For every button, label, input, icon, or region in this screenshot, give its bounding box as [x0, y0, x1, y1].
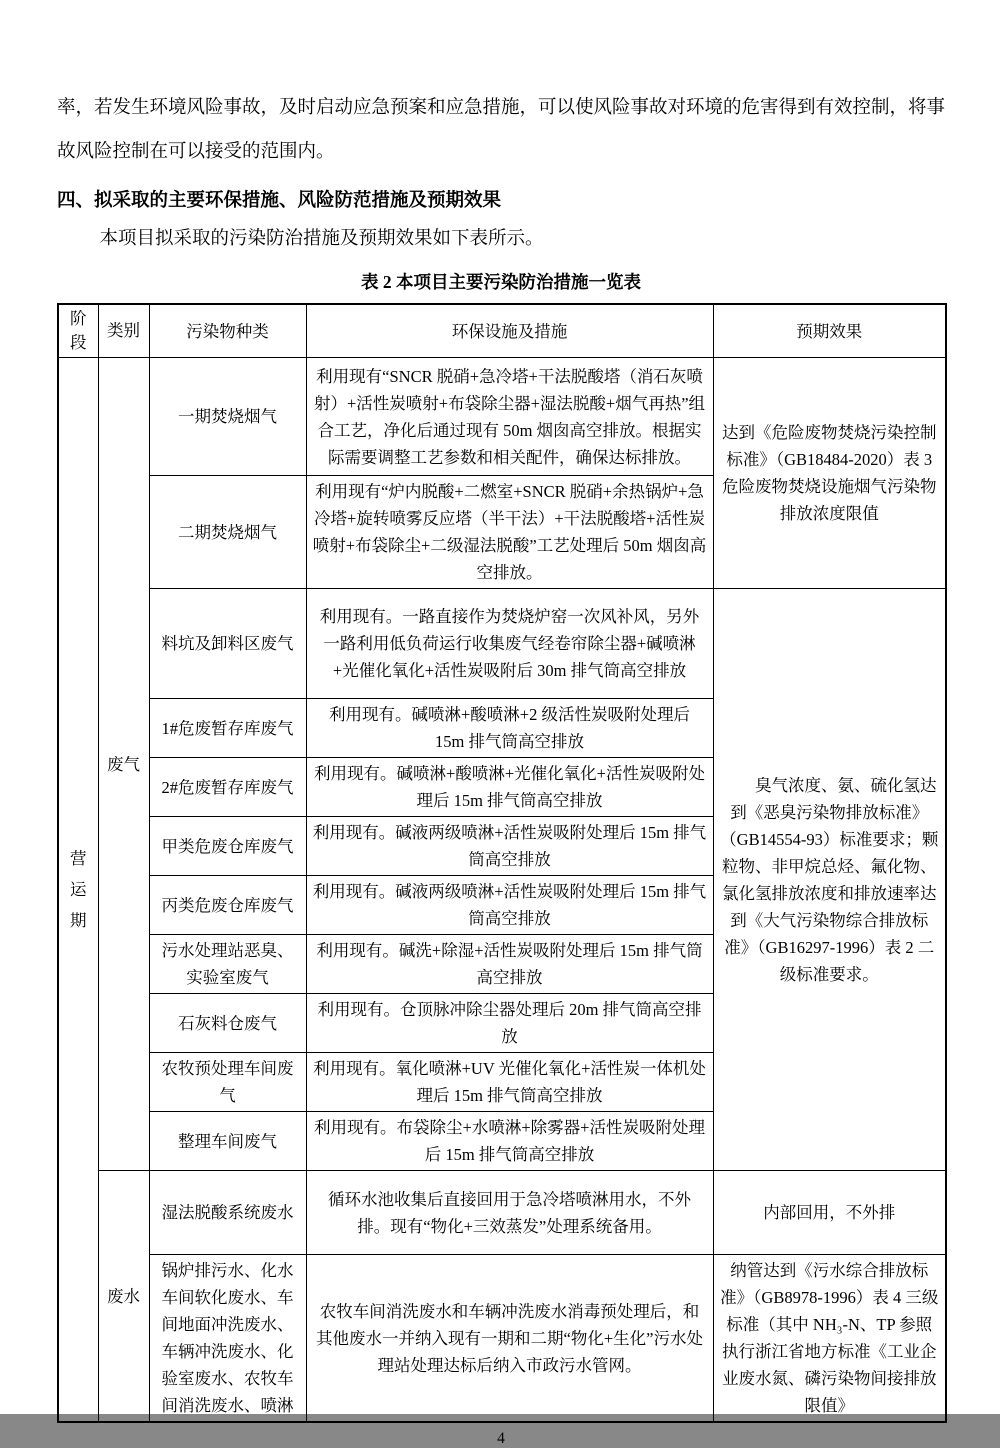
effect-odor-cell: 臭气浓度、氨、硫化氢达到《恶臭污染物排放标准》（GB14554-93）标准要求；颗粒物、非甲烷总烃、氟化物、氯化氢排放浓度和排放速率达到《大气污染物综合排放标准》（GB16297-1996）表 2 二级标准要求。	[713, 589, 946, 1171]
table-row	[58, 1255, 946, 1423]
header-effect: 预期效果	[713, 304, 946, 358]
lead-paragraph: 本项目拟采取的污染防治措施及预期效果如下表所示。	[99, 229, 544, 249]
header-stage: 阶段	[58, 304, 98, 358]
pollutant-cell: 石灰料仓废气	[149, 994, 306, 1053]
measure-cell: 利用现有。碱液两级喷淋+活性炭吸附处理后 15m 排气筒高空排放	[306, 876, 713, 935]
pollutant-cell: 二期焚烧烟气	[149, 476, 306, 589]
measure-cell: 利用现有。碱液两级喷淋+活性炭吸附处理后 15m 排气筒高空排放	[306, 817, 713, 876]
table-row	[58, 589, 946, 699]
page-number: 4	[497, 1430, 505, 1447]
measure-cell: 利用现有。一路直接作为焚烧炉窑一次风补风，另外一路利用低负荷运行收集废气经卷帘除尘器+碱喷淋+光催化氧化+活性炭吸附后 30m 排气筒高空排放	[306, 589, 713, 699]
header-pollutant: 污染物种类	[149, 304, 306, 358]
measure-cell: 利用现有。碱喷淋+酸喷淋+2 级活性炭吸附处理后 15m 排气筒高空排放	[306, 699, 713, 758]
measure-cell: 农牧车间消洗废水和车辆冲洗废水消毒预处理后，和其他废水一并纳入现有一期和二期“物化+生化”污水处理站处理达标后纳入市政污水管网。	[306, 1255, 713, 1423]
measure-cell: 利用现有。碱洗+除湿+活性炭吸附处理后 15m 排气筒高空排放	[306, 935, 713, 994]
section-heading: 四、拟采取的主要环保措施、风险防范措施及预期效果	[57, 191, 502, 211]
category-gas-cell: 废气	[98, 358, 149, 1171]
category-water-cell: 废水	[98, 1171, 149, 1423]
pollutant-cell: 一期焚烧烟气	[149, 358, 306, 476]
effect-sewer-cell: 纳管达到《污水综合排放标准》（GB8978-1996）表 4 三级标准（其中 NH₃-N、TP 参照执行浙江省地方标准《工业企业废水氮、磷污染物间接排放限值》	[713, 1255, 946, 1423]
pollutant-cell: 整理车间废气	[149, 1112, 306, 1171]
measure-cell: 利用现有“炉内脱酸+二燃室+SNCR 脱硝+余热锅炉+急冷塔+旋转喷雾反应塔（半干法）+干法脱酸塔+活性炭喷射+布袋除尘+二级湿法脱酸”工艺处理后 50m 烟囱高空排放。	[306, 476, 713, 589]
measure-cell: 利用现有。仓顶脉冲除尘器处理后 20m 排气筒高空排放	[306, 994, 713, 1053]
header-measures: 环保设施及措施	[306, 304, 713, 358]
table-row	[58, 1171, 946, 1255]
pollutant-cell: 料坑及卸料区废气	[149, 589, 306, 699]
measure-cell: 利用现有。氧化喷淋+UV 光催化氧化+活性炭一体机处理后 15m 排气筒高空排放	[306, 1053, 713, 1112]
measure-cell: 循环水池收集后直接回用于急冷塔喷淋用水，不外排。现有“物化+三效蒸发”处理系统备用。	[306, 1171, 713, 1255]
measure-cell: 利用现有。布袋除尘+水喷淋+除雾器+活性炭吸附处理后 15m 排气筒高空排放	[306, 1112, 713, 1171]
pollutant-cell: 湿法脱酸系统废水	[149, 1171, 306, 1255]
pollution-measures-table	[57, 303, 947, 1423]
pollutant-cell: 甲类危废仓库废气	[149, 817, 306, 876]
table-header-row	[58, 304, 946, 358]
pollutant-cell: 农牧预处理车间废气	[149, 1053, 306, 1112]
pollutant-cell: 1#危废暂存库废气	[149, 699, 306, 758]
pollutant-cell: 锅炉排污水、化水车间软化废水、车间地面冲洗废水、车辆冲洗废水、化验室废水、农牧车间消洗废水、喷淋	[149, 1255, 306, 1423]
pollutant-cell: 污水处理站恶臭、实验室废气	[149, 935, 306, 994]
intro-paragraph: 率，若发生环境风险事故，及时启动应急预案和应急措施，可以使风险事故对环境的危害得到有效控制，将事故风险控制在可以接受的范围内。	[57, 98, 946, 162]
measure-cell: 利用现有“SNCR 脱硝+急冷塔+干法脱酸塔（消石灰喷射）+活性炭喷射+布袋除尘器+湿法脱酸+烟气再热”组合工艺，净化后通过现有 50m 烟囱高空排放。根据实际需要调整工艺参数和相关配件，确保达标排放。	[306, 358, 713, 476]
stage-cell: 营运期	[58, 358, 98, 1423]
effect-incineration-cell: 达到《危险废物焚烧污染控制标准》（GB18484-2020）表 3 危险废物焚烧设施烟气污染物排放浓度限值	[713, 358, 946, 589]
measure-cell: 利用现有。碱喷淋+酸喷淋+光催化氧化+活性炭吸附处理后 15m 排气筒高空排放	[306, 758, 713, 817]
table-row	[58, 358, 946, 476]
effect-reuse-cell: 内部回用，不外排	[713, 1171, 946, 1255]
header-category: 类别	[98, 304, 149, 358]
pollutant-cell: 丙类危废仓库废气	[149, 876, 306, 935]
table-title: 表 2 本项目主要污染防治措施一览表	[361, 272, 641, 292]
pollutant-cell: 2#危废暂存库废气	[149, 758, 306, 817]
